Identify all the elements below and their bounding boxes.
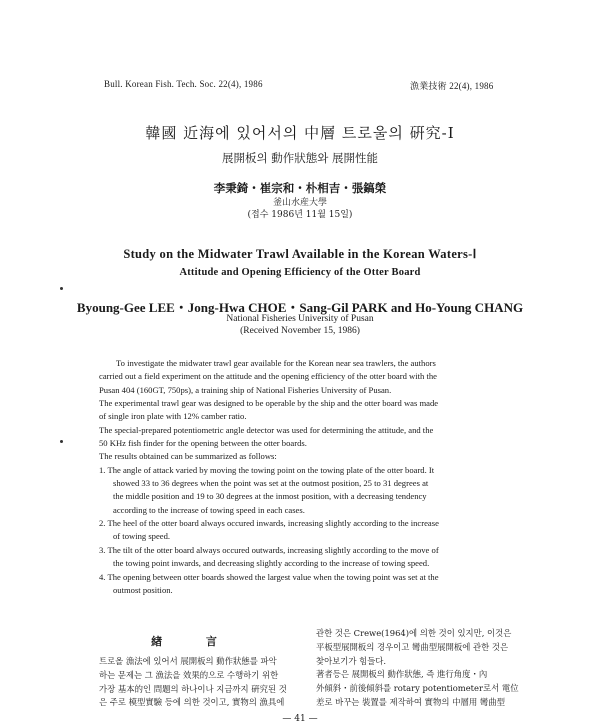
abstract-line: The experimental trawl gear was designed to be operable by the ship and the otter board was made <box>99 398 439 409</box>
body-text-line: 트로올 漁法에 있어서 展開板의 動作狀態를 파악 <box>99 656 277 666</box>
abstract-line: 4. The opening between otter boards showed the largest value when the towing point was set at the <box>99 571 439 582</box>
abstract-line: outmost position. <box>113 584 173 595</box>
page-number: — 41 — <box>282 714 318 724</box>
abstract-line: the towing point inwards, and decreasing slightly according to the increase of towing speed. <box>113 558 430 569</box>
abstract-line: To investigate the midwater trawl gear available for the Korean near sea trawlers, the authors <box>116 358 436 368</box>
korean-authors: 李秉錡・崔宗和・朴相吉・張鎬榮 <box>213 181 387 195</box>
korean-title: 韓國 近海에 있어서의 中層 트로울의 硏究-Ⅰ <box>145 124 455 142</box>
english-authors: Byoung-Gee LEE・Jong-Hwa CHOE・Sang-Gil PARK and Ho-Young CHANG <box>76 300 524 315</box>
body-text-line: 은 주로 模型實驗 등에 의한 것이고, 實物의 漁具에 <box>99 697 285 708</box>
korean-affiliation: 釜山水産大學 <box>272 198 327 208</box>
body-column-right <box>316 627 530 710</box>
journal-header-left: Bull. Korean Fish. Tech. Soc. 22(4), 1986 <box>104 79 263 89</box>
journal-header-right: 漁業技術 22(4), 1986 <box>410 81 494 91</box>
abstract-line: The special-prepared potentiometric angle detector was used for determining the attitude, and the <box>99 424 434 435</box>
body-text-line: 찾아보기가 힘들다. <box>316 655 387 666</box>
body-text-line: 하는 문제는 그 漁法을 效果的으로 수행하기 위한 <box>99 669 279 680</box>
abstract-line: 2. The heel of the otter board always occured inwards, increasing slightly according to the increase <box>99 518 439 529</box>
abstract-line: of towing speed. <box>113 531 171 542</box>
body-text-line: 外傾斜・前後傾斜를 rotary potentiometer로서 電位 <box>316 683 519 694</box>
scan-speck <box>60 287 63 290</box>
abstract-line: according to the increase of towing speed in each cases. <box>113 504 305 515</box>
body-column-left <box>99 655 299 710</box>
abstract-line: Pusan 404 (160GT, 750ps), a training ship of National Fisheries University of Pusan. <box>99 384 392 395</box>
scan-speck <box>60 440 63 443</box>
abstract-line: 1. The angle of attack varied by moving the towing point on the towing plate of the otter board. It <box>99 464 435 475</box>
korean-received-date: (접수 1986년 11월 15일) <box>247 210 353 220</box>
english-affiliation: National Fisheries University of Pusan <box>226 314 374 324</box>
body-text-line: 著者등은 展開板의 動作狀態, 즉 進行角度・內 <box>316 669 488 680</box>
abstract-line: carried out a field experiment on the attitude and the opening efficiency of the otter board with the <box>99 371 437 382</box>
english-received-date: (Received November 15, 1986) <box>240 326 360 336</box>
body-text-line: 平板型展開板의 경우이고 彎曲型展開板에 관한 것은 <box>316 641 509 652</box>
english-subtitle: Attitude and Opening Efficiency of the Otter Board <box>179 267 421 278</box>
abstract-line: 3. The tilt of the otter board always occured outwards, increasing slightly according to the move of <box>99 544 439 555</box>
english-title: Study on the Midwater Trawl Available in the Korean Waters-Ⅰ <box>123 247 477 261</box>
abstract-line: showed 33 to 36 degrees when the point was set at the outmost position, 25 to 31 degrees at <box>113 478 429 489</box>
body-text-line: 가장 基本的인 問題의 하나이나 지금까지 硏究된 것 <box>99 683 287 694</box>
abstract-line: of single iron plate with 12% camber ratio. <box>99 411 247 422</box>
abstract-line: the middle position and 19 to 30 degrees at the inmost position, with a decreasing tendency <box>113 491 427 502</box>
abstract-line: The results obtained can be summarized as follows: <box>99 451 277 462</box>
korean-subtitle: 展開板의 動作狀態와 展開性能 <box>221 151 379 165</box>
abstract-line: 50 KHz fish finder for the opening between the otter boards. <box>99 438 307 449</box>
body-text-line: 관한 것은 Crewe(1964)에 의한 것이 있지만, 이것은 <box>316 628 512 638</box>
section-heading-introduction: 緖 言 <box>151 635 237 648</box>
body-text-line: 差로 바꾸는 裝置를 제작하여 實物의 中層用 彎曲型 <box>316 696 505 707</box>
abstract <box>99 357 529 597</box>
